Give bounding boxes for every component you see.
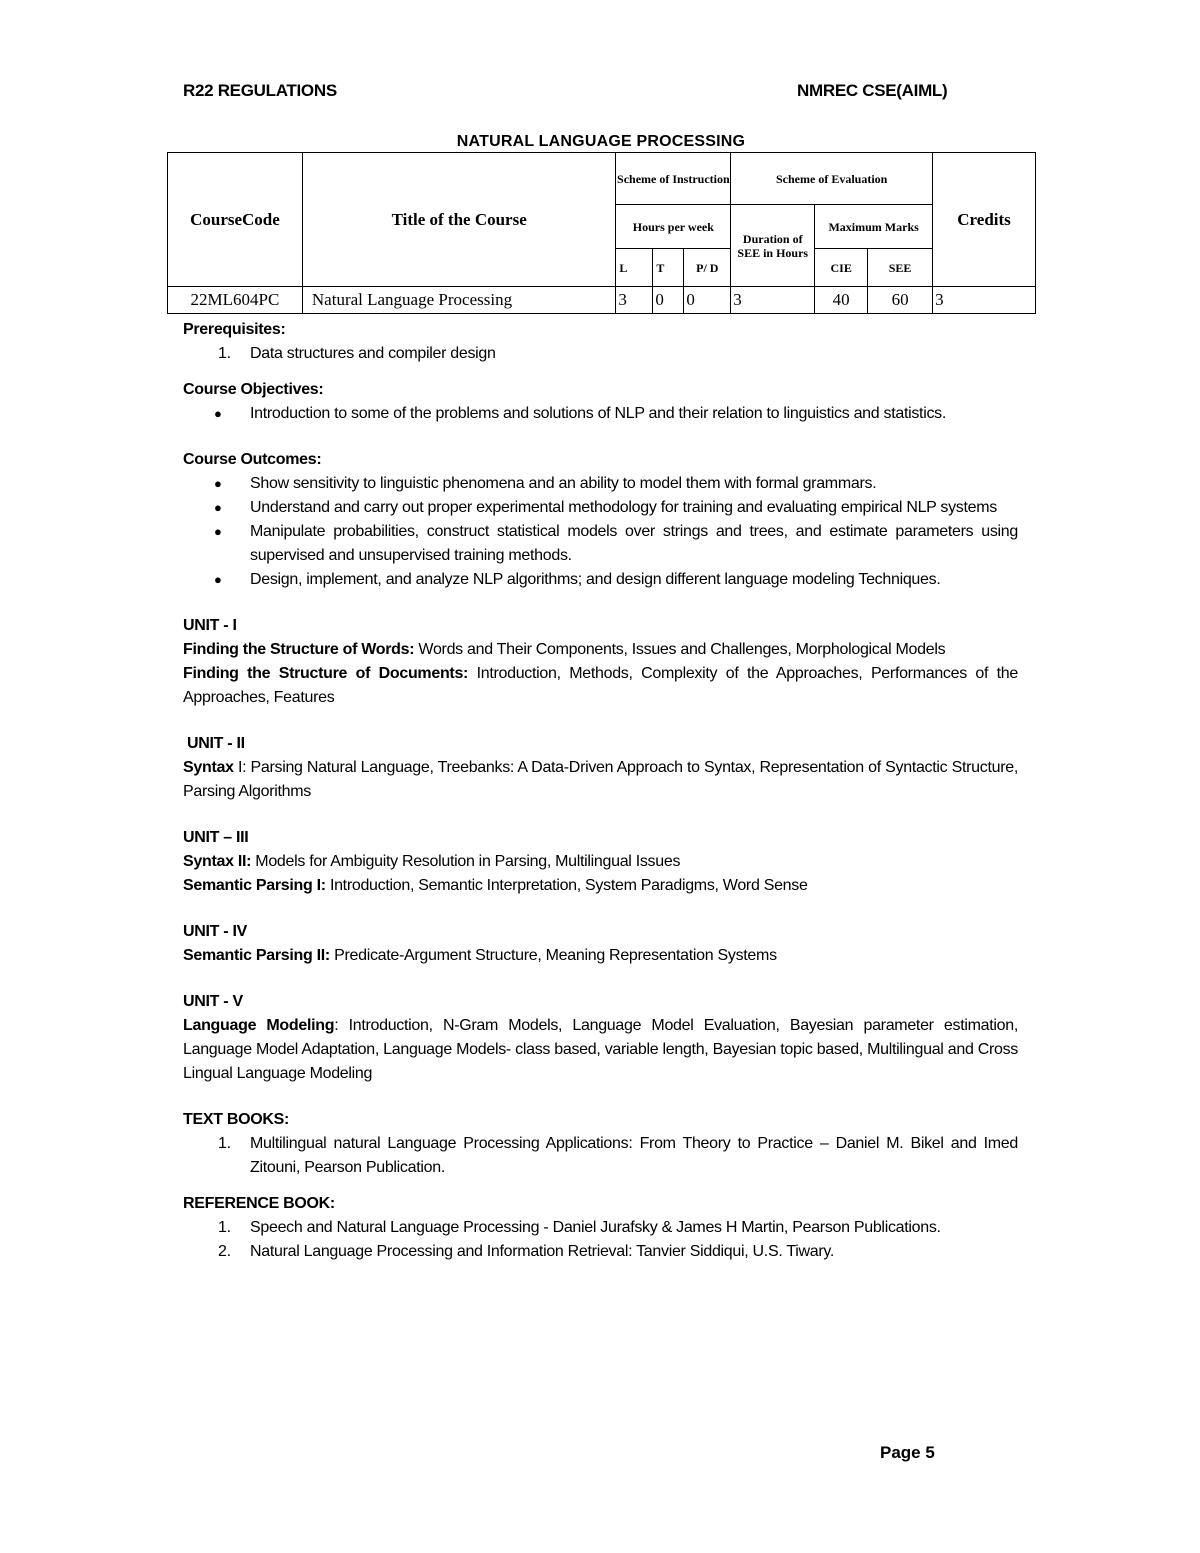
references-heading: REFERENCE BOOK: <box>183 1195 335 1212</box>
unit-2-syntax: Syntax I: Parsing Natural Language, Treebanks: A Data-Driven Approach to Syntax, Representation of Syntactic Structure, Parsing Algorithms <box>183 759 1018 800</box>
header-course-code: CourseCode <box>168 153 303 287</box>
cell-duration: 3 <box>731 287 815 314</box>
header-hours-per-week: Hours per week <box>616 205 731 249</box>
list-item: 1. Multilingual natural Language Processing Applications: From Theory to Practice – Daniel M. Bikel and Imed Zitouni, Pearson Publication. <box>218 1135 1018 1176</box>
header-cie: CIE <box>815 249 868 287</box>
prerequisites-list <box>183 342 1018 366</box>
list-item: 2. Natural Language Processing and Information Retrieval: Tanvier Siddiqui, U.S. Tiwary. <box>218 1243 835 1260</box>
unit-4-heading: UNIT - IV <box>183 923 247 940</box>
list-item: ● Design, implement, and analyze NLP algorithms; and design different language modeling Techniques. <box>183 568 1018 592</box>
textbooks-list <box>183 1132 1018 1180</box>
header-pd: P/ D <box>684 249 731 287</box>
unit-1-heading: UNIT - I <box>183 617 237 634</box>
syllabus-content <box>183 318 1018 1264</box>
unit-1-documents: Finding the Structure of Documents: Introduction, Methods, Complexity of the Approaches, Performances of the Approaches, Features <box>183 665 1018 706</box>
unit-3-syntax: Syntax II: Models for Ambiguity Resolution in Parsing, Multilingual Issues <box>183 853 681 870</box>
list-item: ● Show sensitivity to linguistic phenomena and an ability to model them with formal grammars. <box>183 472 1018 496</box>
unit-5-modeling: Language Modeling: Introduction, N-Gram Models, Language Model Evaluation, Bayesian parameter estimation, Language Model Adaptation, Language Models- class based, variable length, Bayesian topic based, Multilingual and Cross Lingual Language Modeling <box>183 1017 1018 1082</box>
bullet-icon: ● <box>214 476 222 491</box>
cell-t: 0 <box>653 287 684 314</box>
unit-5-heading: UNIT - V <box>183 993 243 1010</box>
cell-pd: 0 <box>684 287 731 314</box>
header-l: L <box>616 249 653 287</box>
bullet-icon: ● <box>214 524 222 539</box>
header-duration-see: Duration of SEE in Hours <box>731 205 815 287</box>
table-row <box>168 287 1036 314</box>
header-scheme-instruction: Scheme of Instruction <box>616 153 731 205</box>
cell-cie: 40 <box>815 287 868 314</box>
cell-course-title: Natural Language Processing <box>302 287 616 314</box>
references-list <box>183 1216 1018 1264</box>
prerequisites-heading: Prerequisites: <box>183 321 286 338</box>
header-maximum-marks: Maximum Marks <box>815 205 933 249</box>
bullet-icon: ● <box>214 406 222 421</box>
cell-l: 3 <box>616 287 653 314</box>
list-item: 1. Data structures and compiler design <box>218 345 496 362</box>
unit-3-semantic: Semantic Parsing I: Introduction, Semantic Interpretation, System Paradigms, Word Sense <box>183 877 808 894</box>
unit-4-semantic: Semantic Parsing II: Predicate-Argument Structure, Meaning Representation Systems <box>183 947 777 964</box>
objectives-list <box>183 402 1018 426</box>
bullet-icon: ● <box>214 500 222 515</box>
course-scheme-table <box>167 152 1036 314</box>
cell-credits: 3 <box>933 287 1036 314</box>
list-item: 1. Speech and Natural Language Processing - Daniel Jurafsky & James H Martin, Pearson Publications. <box>218 1219 941 1236</box>
header-t: T <box>653 249 684 287</box>
objectives-heading: Course Objectives: <box>183 381 324 398</box>
header-department: NMREC CSE(AIML) <box>797 81 948 100</box>
header-see: SEE <box>868 249 933 287</box>
outcomes-heading: Course Outcomes: <box>183 451 322 468</box>
cell-see: 60 <box>868 287 933 314</box>
header-course-title: Title of the Course <box>302 153 616 287</box>
header-credits: Credits <box>933 153 1036 287</box>
bullet-icon: ● <box>214 572 222 587</box>
course-title-heading: NATURAL LANGUAGE PROCESSING <box>456 133 746 150</box>
header-regulations: R22 REGULATIONS <box>183 81 337 100</box>
unit-3-heading: UNIT – III <box>183 829 249 846</box>
cell-course-code: 22ML604PC <box>168 287 303 314</box>
header-scheme-evaluation: Scheme of Evaluation <box>731 153 933 205</box>
page-number: Page 5 <box>880 1443 935 1462</box>
outcomes-list <box>183 472 1018 592</box>
unit-1-words: Finding the Structure of Words: Words and Their Components, Issues and Challenges, Morphological Models <box>183 641 946 658</box>
list-item: ● Introduction to some of the problems and solutions of NLP and their relation to linguistics and statistics. <box>183 402 1018 426</box>
list-item: ● Manipulate probabilities, construct statistical models over strings and trees, and estimate parameters using supervised and unsupervised training methods. <box>183 520 1018 568</box>
unit-2-heading: UNIT - II <box>187 735 245 752</box>
list-item: ● Understand and carry out proper experimental methodology for training and evaluating empirical NLP systems <box>183 496 1018 520</box>
textbooks-heading: TEXT BOOKS: <box>183 1111 290 1128</box>
